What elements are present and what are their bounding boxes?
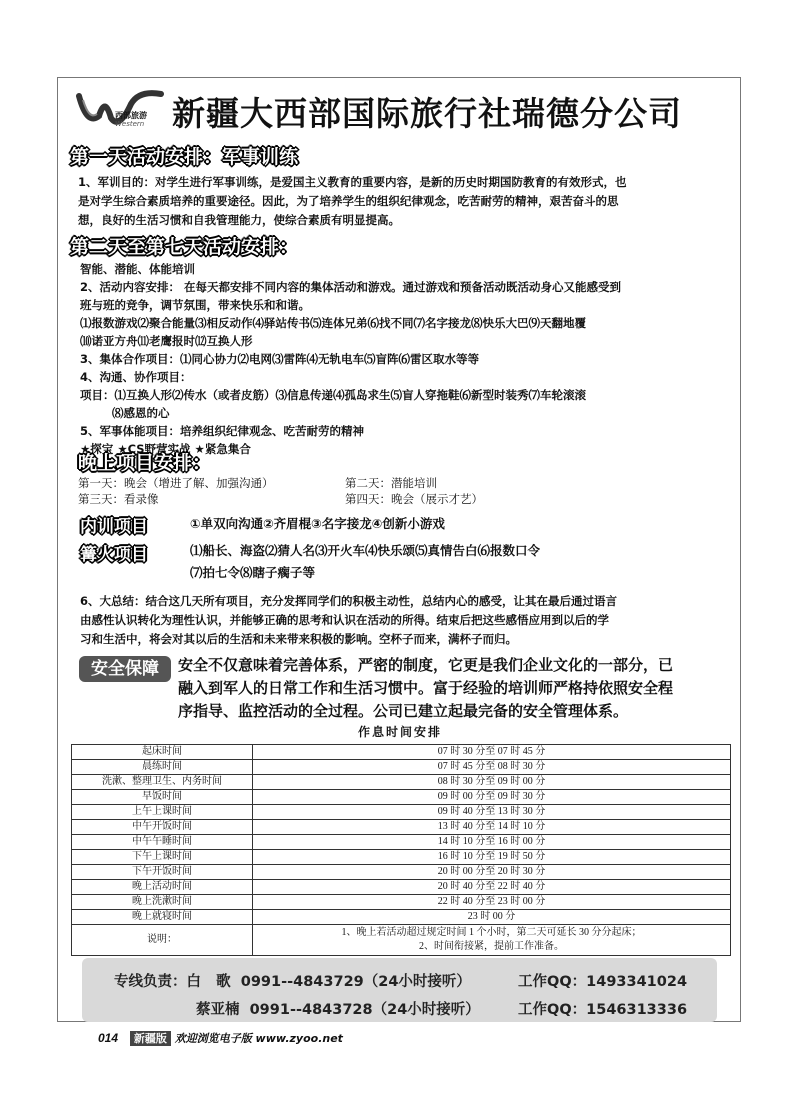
table-row bbox=[72, 895, 731, 910]
day1-line: 想，良好的生活习惯和自我管理能力，使综合素质有明显提高。 bbox=[78, 213, 400, 227]
table-row bbox=[72, 910, 731, 925]
summary-line: 6、大总结：结合这几天所有项目，充分发挥同学们的积极主动性，总结内心的感受，让其在最后通过语言 bbox=[80, 594, 617, 608]
safety-label: 安全保障 bbox=[79, 656, 171, 682]
company-logo bbox=[73, 86, 165, 134]
schedule-title: 作息时间安排 bbox=[357, 725, 442, 739]
safety-line: 融入到军人的日常工作和生活习惯中。富于经验的培训师严格持依照安全程 bbox=[178, 679, 674, 697]
table-row bbox=[72, 850, 731, 865]
logo-text: 西部旅游 bbox=[115, 111, 147, 120]
row-value: 14 时 10 分至 16 时 00 分 bbox=[253, 835, 731, 850]
table-row bbox=[72, 760, 731, 775]
row-label: 晨练时间 bbox=[72, 760, 253, 775]
row-value: 13 时 40 分至 14 时 10 分 bbox=[253, 820, 731, 835]
row-label: 晚上就寝时间 bbox=[72, 910, 253, 925]
row-value: 23 时 00 分 bbox=[253, 910, 731, 925]
bonfire-items-line1: ⑴船长、海盗⑵猜人名⑶开火车⑷快乐颂⑸真情告白⑹报数口令 bbox=[190, 543, 541, 558]
contact-line2: 蔡亚楠 0991--4843728（24小时接听） bbox=[196, 1002, 480, 1018]
edition-badge: 新疆版 bbox=[130, 1031, 171, 1046]
row-label: 洗漱、整理卫生、内务时间 bbox=[72, 775, 253, 790]
note-line: 1、晚上若活动超过规定时间 1 个小时，第二天可延长 30 分分起床； bbox=[341, 927, 642, 938]
row-label: 起床时间 bbox=[72, 745, 253, 760]
page-footer bbox=[98, 1030, 343, 1046]
inner-training-label: 内训项目 bbox=[80, 517, 148, 537]
row-value: 20 时 40 分至 22 时 40 分 bbox=[253, 880, 731, 895]
bonfire-items-line2: ⑺拍七令⑻瞎子瘸子等 bbox=[190, 565, 316, 580]
schedule-table bbox=[71, 744, 731, 956]
note-value bbox=[253, 925, 731, 956]
contact-qq1: 工作QQ：1493341024 bbox=[518, 974, 688, 990]
table-row bbox=[72, 820, 731, 835]
day2-body bbox=[80, 260, 621, 458]
bonfire-label: 篝火项目 bbox=[80, 545, 148, 565]
note-line: 2、时间衔接紧，提前工作准备。 bbox=[419, 941, 564, 952]
page-number: 014 bbox=[98, 1031, 119, 1045]
note-label: 说明： bbox=[72, 925, 253, 956]
day2-line: 项目：⑴互换人形⑵传水（或者皮筋）⑶信息传递⑷孤岛求生⑸盲人穿拖鞋⑹新型时装秀⑺车轮滚滚 bbox=[80, 388, 586, 402]
row-label: 上午上课时间 bbox=[72, 805, 253, 820]
table-row bbox=[72, 775, 731, 790]
day1-title: 第一天活动安排：军事训练 bbox=[70, 146, 299, 168]
day1-line: 1、军训目的：对学生进行军事训练，是爱国主义教育的重要内容，是新的历史时期国防教育的有效形式，也 bbox=[78, 175, 627, 189]
table-row bbox=[72, 880, 731, 895]
row-value: 07 时 45 分至 08 时 30 分 bbox=[253, 760, 731, 775]
day2-line: 4、沟通、协作项目： bbox=[80, 370, 192, 384]
contact-line1: 专线负责：白 歌 0991--4843729（24小时接听） bbox=[114, 974, 471, 990]
evening-day2: 第二天：潜能培训 bbox=[345, 476, 437, 490]
day2-line: 智能、潜能、体能培训 bbox=[80, 262, 195, 276]
table-row bbox=[72, 835, 731, 850]
footer-text: 欢迎浏览电子版 www.zyoo.net bbox=[174, 1032, 343, 1045]
row-label: 中午午睡时间 bbox=[72, 835, 253, 850]
table-row bbox=[72, 805, 731, 820]
day1-line: 是对学生综合素质培养的重要途径。因此，为了培养学生的组织纪律观念，吃苦耐劳的精神，艰苦奋斗的思 bbox=[78, 194, 619, 208]
table-row bbox=[72, 790, 731, 805]
row-label: 中午开饭时间 bbox=[72, 820, 253, 835]
row-label: 晚上活动时间 bbox=[72, 880, 253, 895]
day2-line: 5、军事体能项目：培养组织纪律观念、吃苦耐劳的精神 bbox=[80, 424, 364, 438]
day2-line: ⑽诺亚方舟⑾老鹰报时⑿互换人形 bbox=[80, 334, 253, 348]
contact-box bbox=[82, 958, 717, 1022]
inner-training-items: ①单双向沟通②齐眉棍③名字接龙④创新小游戏 bbox=[190, 516, 445, 531]
row-value: 22 时 40 分至 23 时 00 分 bbox=[253, 895, 731, 910]
row-value: 20 时 00 分至 20 时 30 分 bbox=[253, 865, 731, 880]
safety-line: 序指导、监控活动的全过程。公司已建立起最完备的安全管理体系。 bbox=[178, 702, 629, 720]
day2-line: ★探宝 ★CS野营实战 ★紧急集合 bbox=[80, 442, 251, 456]
day2-line: 2、活动内容安排： 在每天都安排不同内容的集体活动和游戏。通过游戏和预备活动既活动身心又能感受到 bbox=[80, 280, 621, 294]
evening-day1: 第一天：晚会（增进了解、加强沟通） bbox=[78, 476, 274, 490]
company-title: 新疆大西部国际旅行社瑞德分公司 bbox=[172, 94, 682, 133]
table-row-note bbox=[72, 925, 731, 956]
logo-subtext: Western bbox=[115, 120, 145, 128]
day1-body bbox=[78, 173, 728, 230]
row-label: 下午上课时间 bbox=[72, 850, 253, 865]
safety-body bbox=[178, 654, 738, 723]
summary-line: 由感性认识转化为理性认识，并能够正确的思考和认识在活动的所得。结束后把这些感悟应用到以后的学 bbox=[80, 613, 609, 627]
contact-qq2: 工作QQ：1546313336 bbox=[518, 1002, 688, 1018]
row-value: 09 时 00 分至 09 时 30 分 bbox=[253, 790, 731, 805]
day2-line: ⑴报数游戏⑵聚合能量⑶相反动作⑷驿站传书⑸连体兄弟⑹找不同⑺名字接龙⑻快乐大巴⑼天翻地覆 bbox=[80, 316, 586, 330]
evening-title: 晚上项目安排： bbox=[78, 452, 212, 474]
row-label: 早饭时间 bbox=[72, 790, 253, 805]
evening-day3: 第三天：看录像 bbox=[78, 492, 159, 506]
day2-line: ⑻感恩的心 bbox=[80, 406, 170, 420]
safety-line: 安全不仅意味着完善体系，严密的制度，它更是我们企业文化的一部分，已 bbox=[178, 656, 674, 674]
row-label: 晚上洗漱时间 bbox=[72, 895, 253, 910]
table-row bbox=[72, 865, 731, 880]
evening-day4: 第四天：晚会（展示才艺） bbox=[345, 492, 483, 506]
row-value: 16 时 10 分至 19 时 50 分 bbox=[253, 850, 731, 865]
day2-line: 3、集体合作项目：⑴同心协力⑵电网⑶雷阵⑷无轨电车⑸盲阵⑹雷区取水等等 bbox=[80, 352, 479, 366]
row-value: 07 时 30 分至 07 时 45 分 bbox=[253, 745, 731, 760]
day2-title: 第二天至第七天活动安排： bbox=[70, 236, 299, 258]
row-value: 09 时 40 分至 13 时 30 分 bbox=[253, 805, 731, 820]
summary-line: 习和生活中，将会对其以后的生活和未来带来积极的影响。空杯子而来，满杯子而归。 bbox=[80, 632, 517, 646]
day2-line: 班与班的竞争，调节氛围，带来快乐和和谐。 bbox=[80, 298, 310, 312]
row-label: 下午开饭时间 bbox=[72, 865, 253, 880]
summary-body bbox=[80, 592, 730, 649]
row-value: 08 时 30 分至 09 时 00 分 bbox=[253, 775, 731, 790]
table-row bbox=[72, 745, 731, 760]
